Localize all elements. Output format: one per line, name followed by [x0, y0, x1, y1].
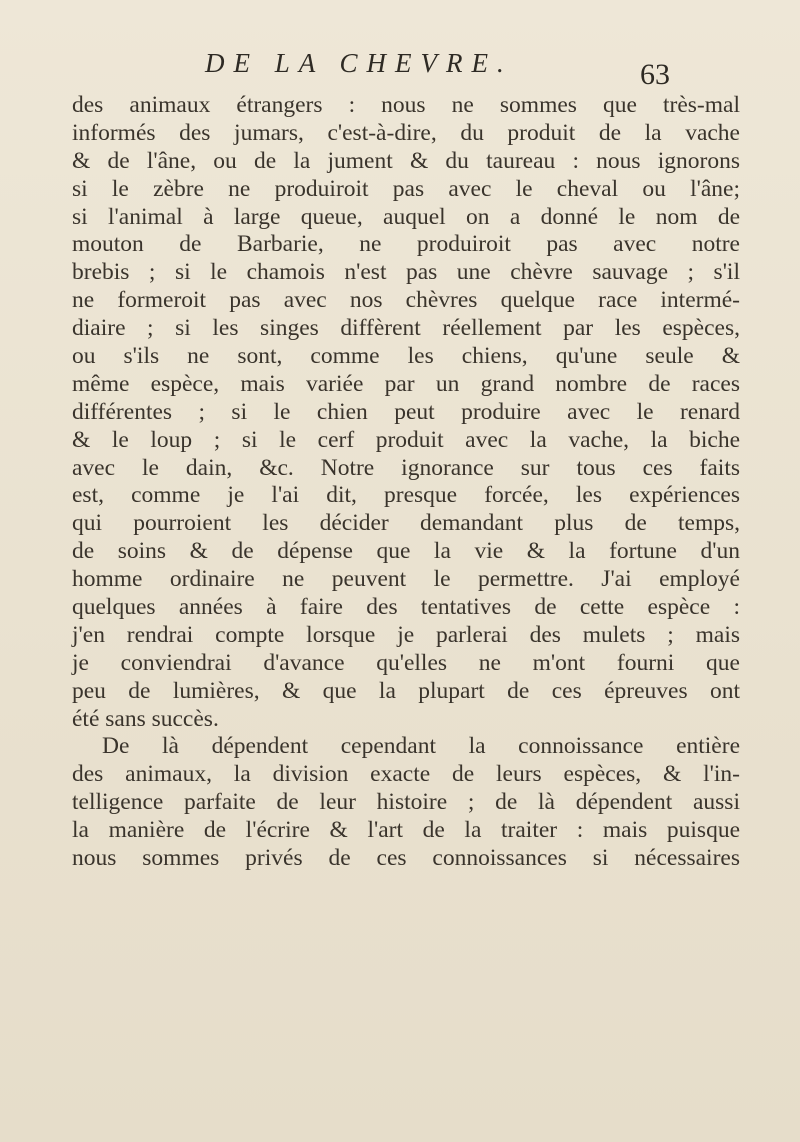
text-line: des animaux étrangers : nous ne sommes que très-mal	[72, 92, 740, 118]
text-line: si le zèbre ne produiroit pas avec le cheval ou l'âne;	[72, 175, 740, 202]
text-line: & le loup ; si le cerf produit avec la vache, la biche	[72, 426, 740, 453]
text-line: ne formeroit pas avec nos chèvres quelque race intermé-	[72, 287, 740, 314]
text-line: mouton de Barbarie, ne produiroit pas avec notre	[72, 231, 740, 258]
text-line: la manière de l'écrire & l'art de la traiter : mais puisque	[72, 817, 740, 844]
text-line: & de l'âne, ou de la jument & du taureau : nous ignorons	[72, 147, 740, 174]
text-line: si l'animal à large queue, auquel on a donné le nom de	[72, 203, 740, 230]
text-line: été sans succès.	[72, 705, 219, 732]
text-line: ou s'ils ne sont, comme les chiens, qu'une seule &	[72, 343, 740, 370]
text-line: quelques années à faire des tentatives de cette espèce :	[72, 594, 740, 621]
text-line: De là dépendent cependant la connoissance entière	[102, 733, 740, 760]
text-line: je conviendrai d'avance qu'elles ne m'ont fourni que	[72, 649, 740, 676]
text-line: même espèce, mais variée par un grand nombre de races	[72, 370, 740, 397]
text-line: différentes ; si le chien peut produire avec le renard	[72, 398, 740, 425]
text-line: des animaux, la division exacte de leurs espèces, & l'in-	[72, 761, 740, 788]
text-line: peu de lumières, & que la plupart de ces épreuves ont	[72, 677, 740, 704]
text-line: telligence parfaite de leur histoire ; de là dépendent aussi	[72, 789, 740, 816]
text-line: de soins & de dépense que la vie & la fortune d'un	[72, 538, 740, 565]
text-line: diaire ; si les singes diffèrent réellement par les espèces,	[72, 315, 740, 342]
text-line: informés des jumars, c'est-à-dire, du produit de la vache	[72, 119, 740, 146]
running-head: DE LA CHEVRE.	[205, 48, 513, 78]
text-line: j'en rendrai compte lorsque je parlerai des mulets ; mais	[72, 621, 740, 648]
text-line: qui pourroient les décider demandant plus de temps,	[72, 510, 740, 537]
body-text	[72, 92, 740, 873]
text-line: est, comme je l'ai dit, presque forcée, les expériences	[72, 482, 740, 509]
text-line: nous sommes privés de ces connoissances si nécessaires	[72, 845, 740, 872]
text-line: homme ordinaire ne peuvent le permettre. J'ai employé	[72, 566, 740, 593]
text-line: brebis ; si le chamois n'est pas une chèvre sauvage ; s'il	[72, 259, 740, 286]
page-number: 63	[640, 58, 670, 91]
text-line: avec le dain, &c. Notre ignorance sur tous ces faits	[72, 454, 740, 481]
